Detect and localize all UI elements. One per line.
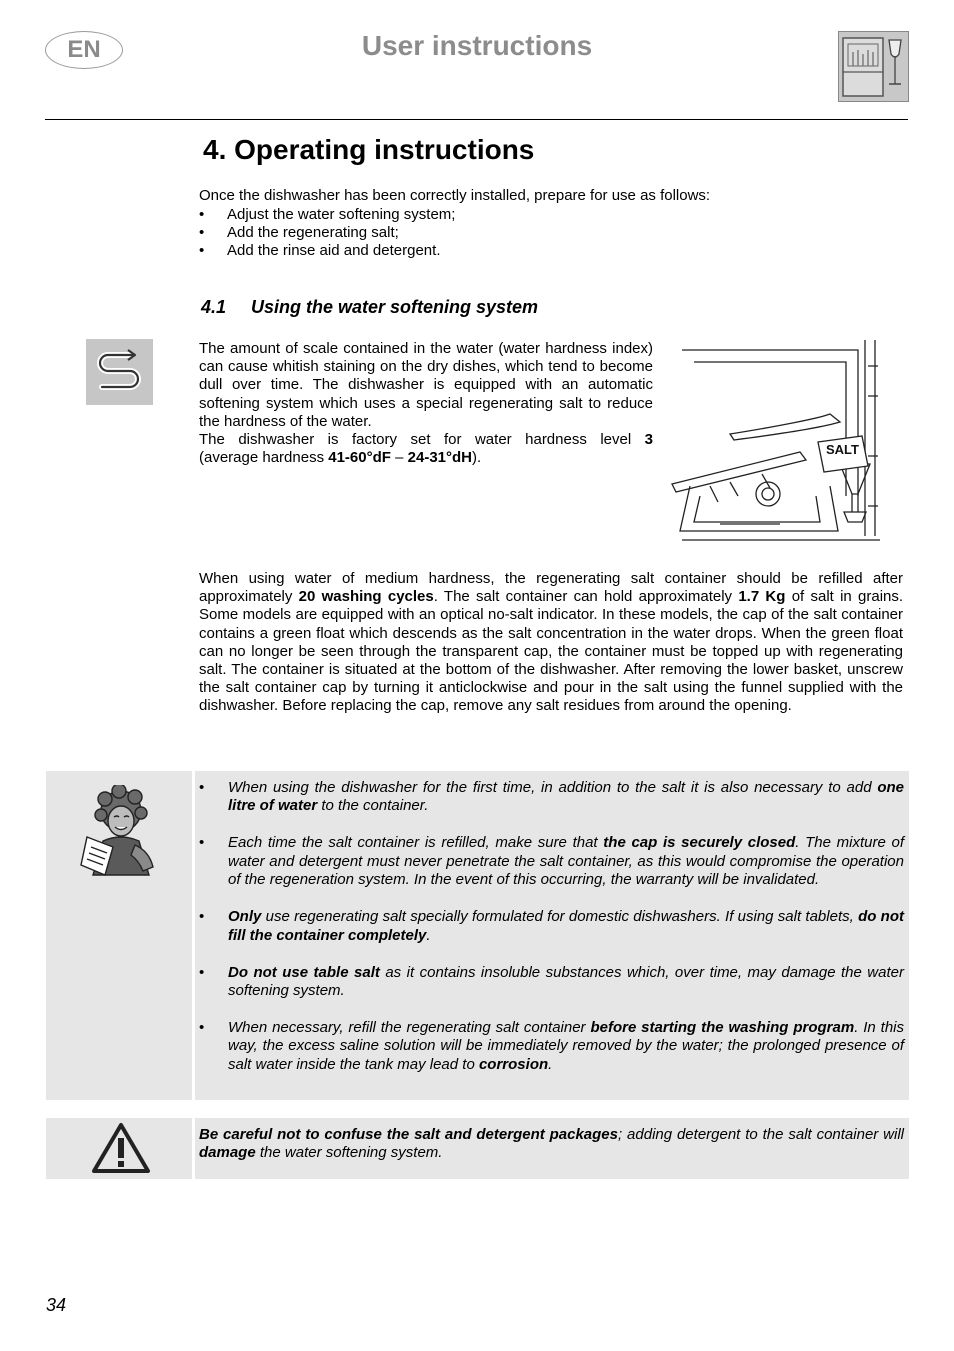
paragraph-text: The amount of scale contained in the water (water hardness index) can cause whitish staining on the dry dishes, which tend to become dull over time. The dishwasher is equipped with an automatic softening system which uses a special regenerating salt to reduce the hardness of the water. xyxy=(199,340,653,430)
subsection-title xyxy=(201,297,538,318)
notes-icon-panel xyxy=(46,771,192,1100)
paragraph-text: ). xyxy=(472,449,482,467)
warning-emphasis: Be careful not to confuse the salt and detergent packages xyxy=(199,1126,618,1143)
hardness-dh: 24-31°dH xyxy=(407,449,472,467)
salt-filling-illustration xyxy=(670,336,900,542)
paragraph-text: (average hardness xyxy=(199,449,329,467)
list-item xyxy=(199,779,904,816)
assistant-woman-icon xyxy=(79,785,159,881)
warning-message: ; adding detergent to the salt container will xyxy=(618,1126,904,1143)
note-emphasis: do not fill the container completely xyxy=(228,908,904,944)
notes-list xyxy=(199,779,904,1074)
list-item: • Adjust the water softening system; xyxy=(199,206,899,224)
note-text: to the container. xyxy=(317,797,429,815)
dishwasher-icon xyxy=(838,31,909,102)
steps-list xyxy=(199,206,899,261)
note-emphasis: one litre of water xyxy=(228,779,904,815)
warning-triangle-icon xyxy=(90,1121,152,1175)
salt-label: SALT xyxy=(826,442,859,457)
notes-text xyxy=(199,779,904,1074)
section-intro: Once the dishwasher has been correctly installed, prepare for use as follows: xyxy=(199,187,711,204)
note-text: Each time the salt container is refilled, make sure that xyxy=(228,834,604,852)
hardness-level: 3 xyxy=(644,431,653,449)
note-emphasis: Only xyxy=(228,908,262,926)
note-text: . xyxy=(426,926,431,944)
note-emphasis: corrosion xyxy=(478,1055,549,1073)
note-text: . xyxy=(548,1055,553,1073)
warning-icon-panel xyxy=(46,1118,192,1179)
hardness-paragraph xyxy=(199,340,653,467)
note-text: When using the dishwasher for the first time, in addition to the salt it is also necessary to add xyxy=(228,779,878,796)
list-item: • Add the rinse aid and detergent. xyxy=(199,242,899,260)
note-emphasis: the cap is securely closed xyxy=(603,834,796,852)
paragraph-text: When using water of medium hardness, the regenerating salt container should be refilled after approximately xyxy=(199,570,903,606)
paragraph-text: The dishwasher is factory set for water hardness level xyxy=(199,431,645,449)
note-text: . In this way, the excess saline solution will be immediately removed by the water; the prolonged presence of salt water inside the tank may lead to xyxy=(228,1019,904,1073)
washing-cycles: 20 washing cycles xyxy=(298,588,434,606)
note-text: as it contains insoluble substances which, over time, may damage the water softening system. xyxy=(228,963,904,1000)
salt-capacity: 1.7 Kg xyxy=(738,588,786,606)
list-item xyxy=(199,1019,904,1074)
water-softener-icon xyxy=(86,339,153,405)
list-item xyxy=(199,964,904,1001)
section-title: 4. Operating instructions xyxy=(203,134,535,165)
note-emphasis: before starting the washing program xyxy=(590,1019,855,1037)
salt-container-paragraph xyxy=(199,570,903,716)
subsection-number: 4.1 xyxy=(201,297,227,317)
note-text: use regenerating salt specially formulated for domestic dishwashers. If using salt tablets, xyxy=(261,908,859,926)
warning-text xyxy=(199,1126,904,1163)
subsection-title-text: Using the water softening system xyxy=(251,297,539,317)
paragraph-text: – xyxy=(390,449,408,467)
warning-message: the water softening system. xyxy=(255,1144,443,1162)
paragraph-text: of salt in grains. Some models are equipped with an optical no-salt indicator. In these models, the cap of the salt container contains a green float which descends as the salt concentration in the water drops. When the green float can no longer be seen through the transparent cap, the container must be topped up with regenerating salt. The container is situated at the bottom of the dishwasher. After removing the lower basket, unscrew the salt container cap by turning it anticlockwise and pour in the salt using the funnel supplied with the dishwasher. Before replacing the cap, remove any salt residues from around the opening. xyxy=(199,588,904,715)
note-text: When necessary, refill the regenerating salt container xyxy=(228,1019,591,1037)
list-item xyxy=(199,908,904,945)
language-code: EN xyxy=(67,36,101,63)
paragraph-text: . The salt container can hold approximately xyxy=(433,588,739,606)
list-item xyxy=(199,834,904,889)
list-item: • Add the regenerating salt; xyxy=(199,224,899,242)
page-number: 34 xyxy=(46,1295,67,1315)
hardness-df: 41-60°dF xyxy=(328,449,391,467)
note-text: . The mixture of water and detergent must never penetrate the salt container, as this would compromise the operation of the regeneration system. In the event of this occurring, the warranty will be invalidated. xyxy=(228,834,905,889)
header-divider xyxy=(45,119,908,120)
header-title: User instructions xyxy=(361,30,593,61)
warning-emphasis: damage xyxy=(199,1144,256,1162)
note-emphasis: Do not use table salt xyxy=(228,963,380,981)
